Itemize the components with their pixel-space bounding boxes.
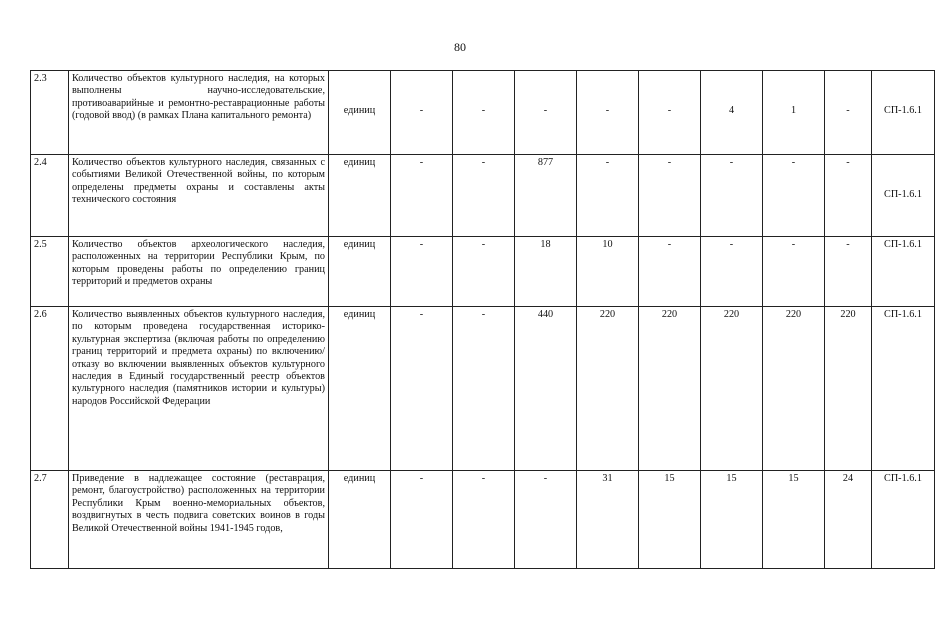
- row-code: СП-1.6.1: [872, 307, 935, 471]
- row-value: 877: [515, 155, 577, 237]
- row-value: -: [391, 471, 453, 569]
- table-row: [31, 307, 935, 471]
- row-number: 2.3: [31, 71, 69, 155]
- row-value: -: [453, 471, 515, 569]
- row-unit: единиц: [329, 71, 391, 155]
- row-value: 4: [701, 71, 763, 155]
- row-value: 15: [763, 471, 825, 569]
- table-row: [31, 71, 935, 155]
- row-value: -: [639, 71, 701, 155]
- table-row: [31, 155, 935, 237]
- row-value: 220: [825, 307, 872, 471]
- row-value: -: [701, 155, 763, 237]
- row-value: -: [515, 71, 577, 155]
- row-value: -: [639, 237, 701, 307]
- row-value: 220: [577, 307, 639, 471]
- row-value: -: [825, 237, 872, 307]
- row-value: -: [391, 155, 453, 237]
- row-value: 15: [639, 471, 701, 569]
- row-value: -: [453, 155, 515, 237]
- row-value: 10: [577, 237, 639, 307]
- row-value: 440: [515, 307, 577, 471]
- row-value: -: [763, 237, 825, 307]
- table-row: [31, 237, 935, 307]
- row-value: 1: [763, 71, 825, 155]
- row-number: 2.5: [31, 237, 69, 307]
- row-code: СП-1.6.1: [872, 71, 935, 155]
- row-value: -: [825, 71, 872, 155]
- row-unit: единиц: [329, 307, 391, 471]
- row-unit: единиц: [329, 237, 391, 307]
- row-value: -: [391, 237, 453, 307]
- row-number: 2.4: [31, 155, 69, 237]
- row-value: -: [515, 471, 577, 569]
- row-number: 2.7: [31, 471, 69, 569]
- row-value: -: [577, 71, 639, 155]
- page-number: 80: [454, 40, 466, 54]
- row-value: 220: [763, 307, 825, 471]
- row-value: 220: [639, 307, 701, 471]
- row-value: 18: [515, 237, 577, 307]
- row-code: СП-1.6.1: [872, 155, 935, 237]
- row-code: СП-1.6.1: [872, 237, 935, 307]
- row-value: 24: [825, 471, 872, 569]
- row-value: -: [453, 307, 515, 471]
- row-value: -: [453, 237, 515, 307]
- row-value: 15: [701, 471, 763, 569]
- row-value: -: [763, 155, 825, 237]
- row-description: Количество объектов археологического наследия, расположенных на территории Республики Крым, по которым проведены работы по определению границ территорий и предметов охраны: [69, 237, 329, 307]
- row-value: -: [391, 71, 453, 155]
- row-unit: единиц: [329, 155, 391, 237]
- row-value: -: [577, 155, 639, 237]
- row-description: Приведение в надлежащее состояние (реставрация, ремонт, благоустройство) расположенных на территории Республики Крым военно-мемориальных объектов, воздвигнутых в честь подвига советских воинов в годы Великой Отечественной войны 1941-1945 годов,: [69, 471, 329, 569]
- row-value: -: [639, 155, 701, 237]
- row-value: -: [701, 237, 763, 307]
- row-value: -: [825, 155, 872, 237]
- table-row: [31, 471, 935, 569]
- row-unit: единиц: [329, 471, 391, 569]
- row-code: СП-1.6.1: [872, 471, 935, 569]
- row-value: 220: [701, 307, 763, 471]
- row-description: Количество объектов культурного наследия, на которых выполнены научно-исследовательские, противоаварийные и ремонтно-реставрационные работы (годовой ввод) (в рамках Плана капитального ремонта): [69, 71, 329, 155]
- row-number: 2.6: [31, 307, 69, 471]
- row-value: -: [453, 71, 515, 155]
- row-description: Количество выявленных объектов культурного наследия, по которым проведена государственная историко-культурная экспертиза (включая работы по определению границ территорий и предмета охраны) по включению/отказу во включении выявленных объектов культурного наследия в Единый государственный реестр объектов культурного наследия (памятников истории и культуры) народов Российской Федерации: [69, 307, 329, 471]
- row-value: 31: [577, 471, 639, 569]
- indicators-table: [30, 70, 935, 569]
- row-description: Количество объектов культурного наследия, связанных с событиями Великой Отечественной войны, по которым определены предметы охраны и составлены акты технического состояния: [69, 155, 329, 237]
- row-value: -: [391, 307, 453, 471]
